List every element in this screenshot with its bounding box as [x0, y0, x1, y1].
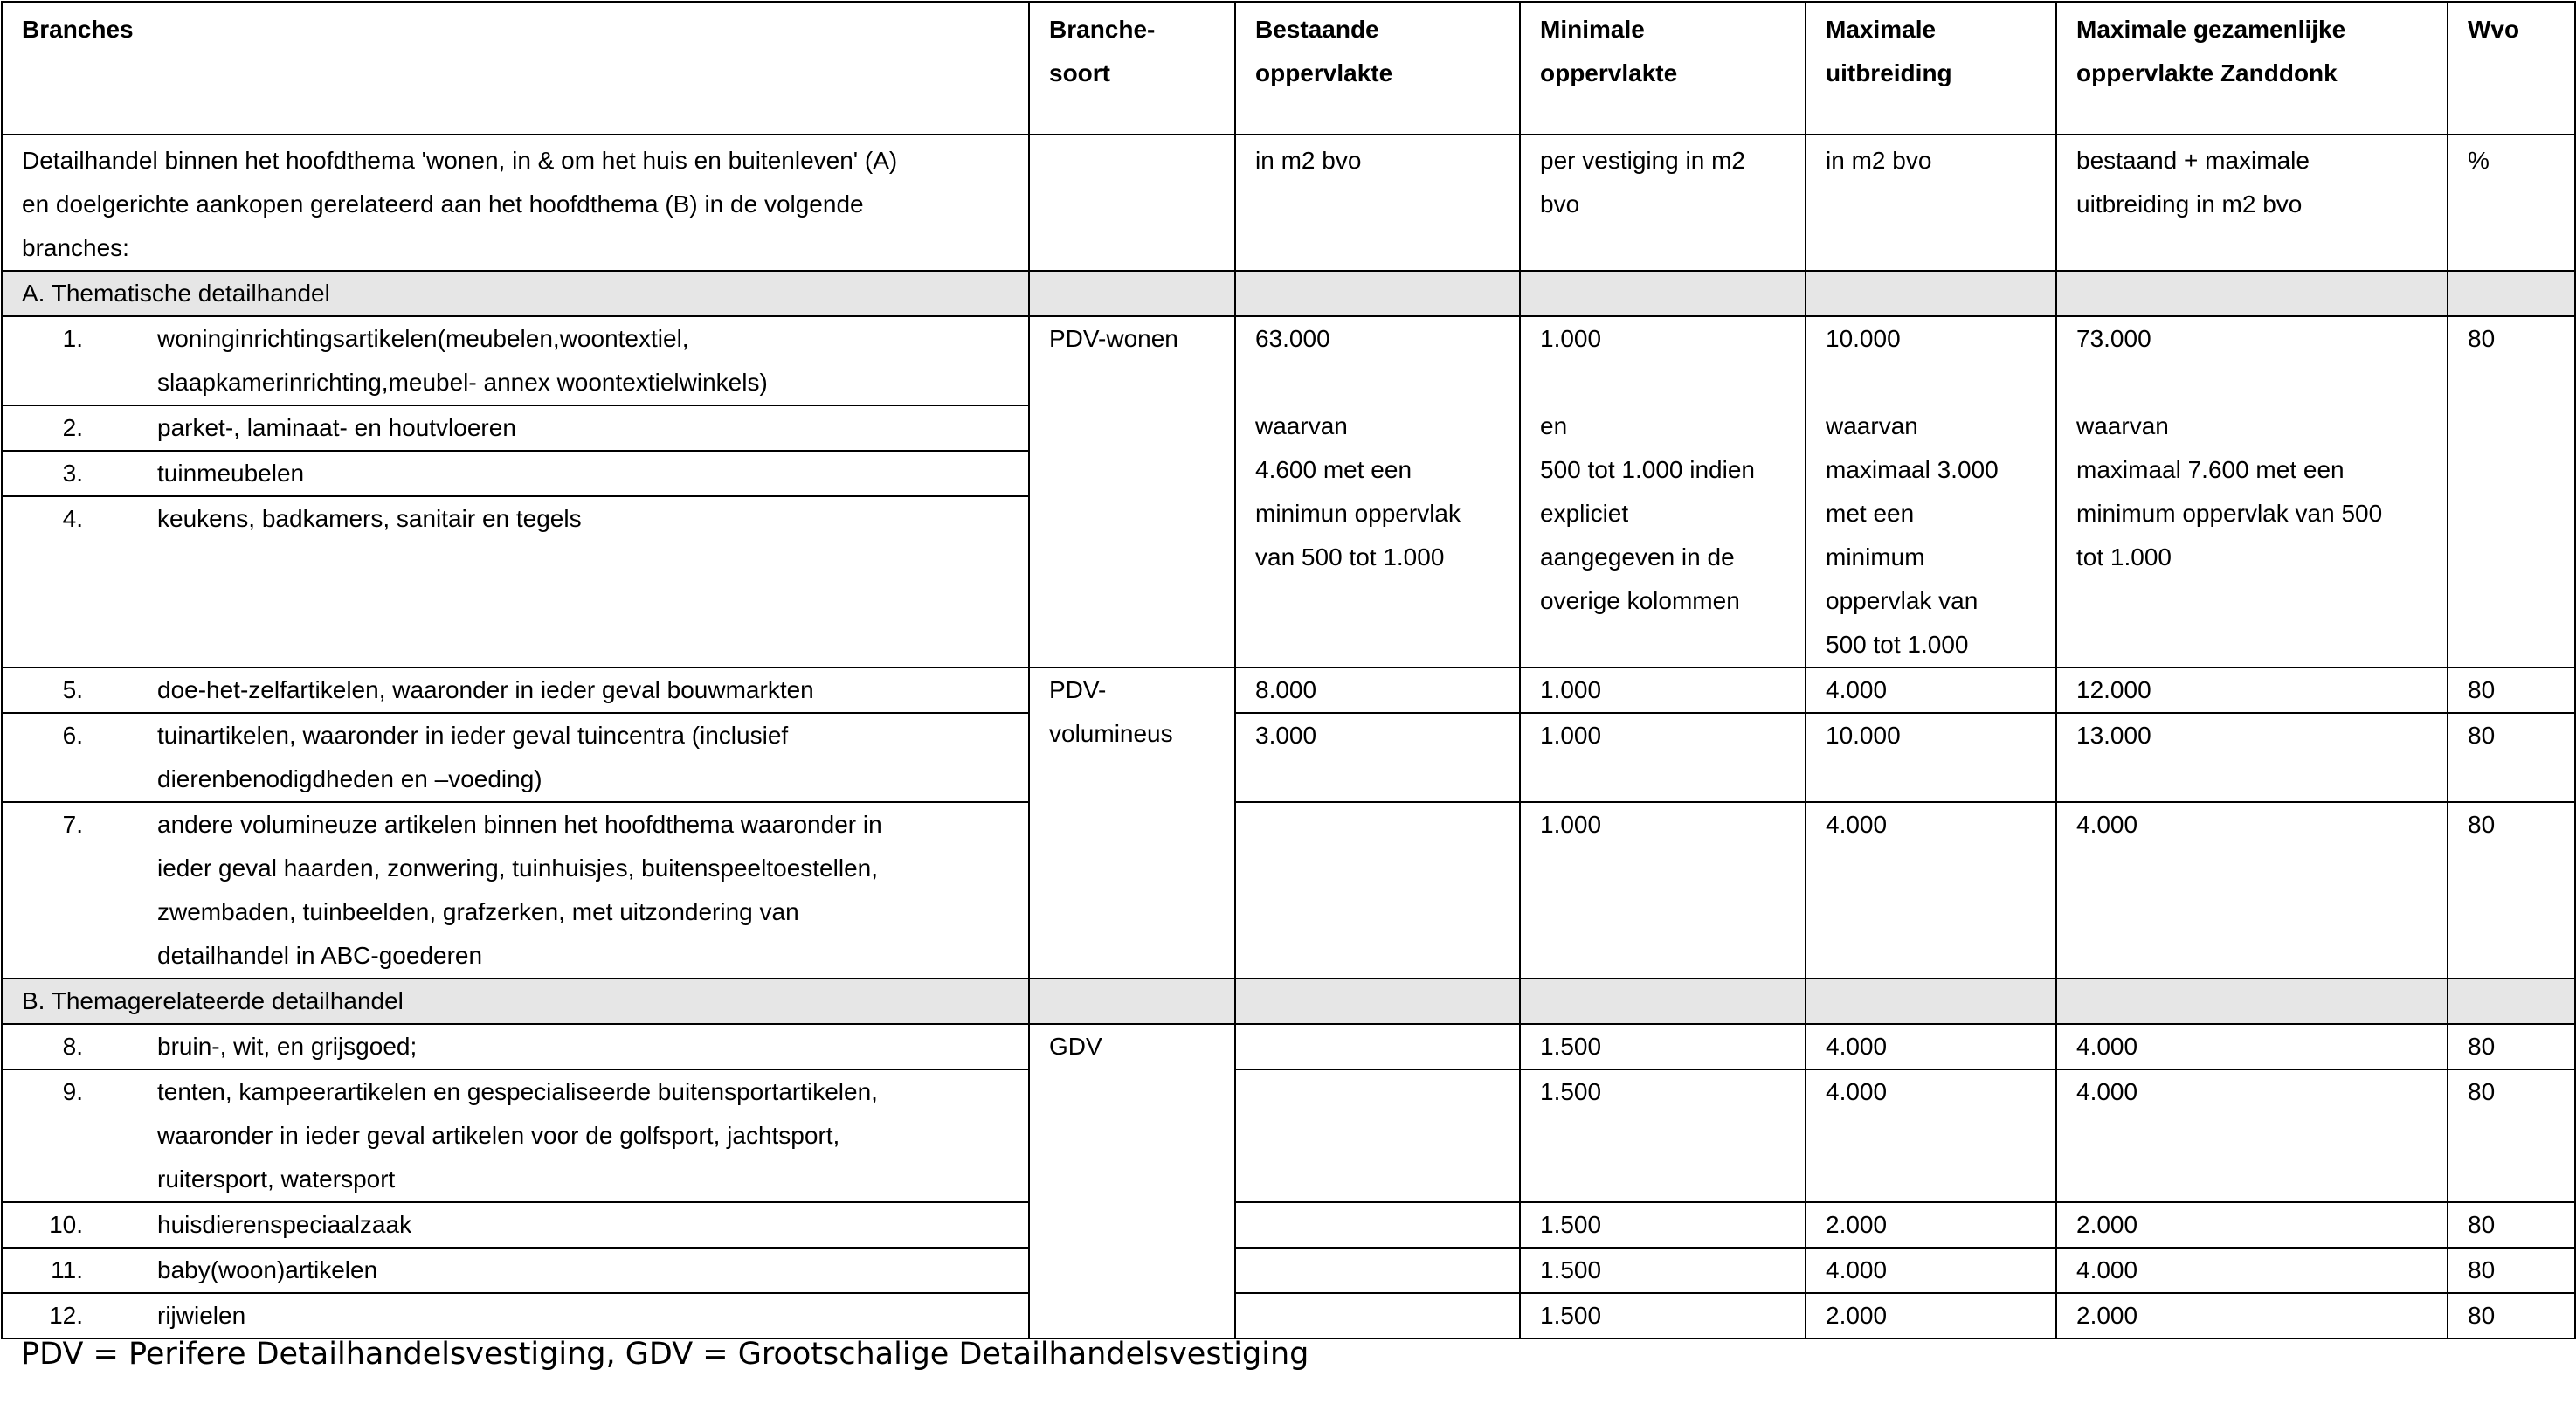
wvo-10: 80 — [2448, 1202, 2575, 1248]
maximaal-7: 4.000 — [1806, 802, 2056, 979]
table-row-8 — [2, 1024, 2575, 1069]
minimaal-8: 1.500 — [1520, 1024, 1806, 1069]
units-gezamenlijk: bestaand + maximale uitbreiding in m2 bvo — [2056, 135, 2448, 271]
bestaand-group1: 63.000 waarvan 4.600 met een minimun oppervlak van 500 tot 1.000 — [1235, 316, 1520, 667]
gezamenlijk-5: 12.000 — [2056, 667, 2448, 713]
item-7: 7. andere volumineuze artikelen binnen het hoofdthema waaronder in ieder geval haarden, zonwering, tuinhuisjes, buitenspeeltoestellen, zwembaden, tuinbeelden, grafzerken, met uitzondering van detailhandel in ABC-goederen — [2, 802, 1029, 979]
item-9: 9. tenten, kampeerartikelen en gespecialiseerde buitensportartikelen, waaronder in ieder geval artikelen voor de golfsport, jachtsport, ruitersport, watersport — [2, 1069, 1029, 1202]
table-row-10 — [2, 1202, 2575, 1248]
item-8: 8. bruin-, wit, en grijsgoed; — [2, 1024, 1029, 1069]
item-4: 4. keukens, badkamers, sanitair en tegels — [2, 496, 1029, 667]
gezamenlijk-9: 4.000 — [2056, 1069, 2448, 1202]
item-2: 2. parket-, laminaat- en houtvloeren — [2, 405, 1029, 451]
maximaal-12: 2.000 — [1806, 1293, 2056, 1338]
minimaal-10: 1.500 — [1520, 1202, 1806, 1248]
wvo-8: 80 — [2448, 1024, 2575, 1069]
header-row — [2, 2, 2575, 135]
table-row-12 — [2, 1293, 2575, 1338]
maximaal-5: 4.000 — [1806, 667, 2056, 713]
table-row-9 — [2, 1069, 2575, 1202]
minimaal-6: 1.000 — [1520, 713, 1806, 802]
item-12: 12. rijwielen — [2, 1293, 1029, 1338]
bestaand-11 — [1235, 1248, 1520, 1293]
bestaand-10 — [1235, 1202, 1520, 1248]
wvo-12: 80 — [2448, 1293, 2575, 1338]
item-3: 3. tuinmeubelen — [2, 451, 1029, 496]
maximaal-group1: 10.000 waarvan maximaal 3.000 met een minimum oppervlak van 500 tot 1.000 — [1806, 316, 2056, 667]
table-row-1 — [2, 316, 2575, 405]
gezamenlijk-6: 13.000 — [2056, 713, 2448, 802]
item-1: 1. woninginrichtingsartikelen(meubelen,woontextiel, slaapkamerinrichting,meubel- annex woontextielwinkels) — [2, 316, 1029, 405]
table-row-6 — [2, 713, 2575, 802]
minimaal-7: 1.000 — [1520, 802, 1806, 979]
minimaal-11: 1.500 — [1520, 1248, 1806, 1293]
item-5: 5. doe-het-zelfartikelen, waaronder in ieder geval bouwmarkten — [2, 667, 1029, 713]
section-a-label: A. Thematische detailhandel — [2, 271, 1029, 316]
units-minimaal: per vestiging in m2 bvo — [1520, 135, 1806, 271]
gezamenlijk-12: 2.000 — [2056, 1293, 2448, 1338]
minimaal-9: 1.500 — [1520, 1069, 1806, 1202]
col-header-gezamenlijk: Maximale gezamenlijke oppervlakte Zanddonk — [2056, 2, 2448, 135]
item-10: 10. huisdierenspeciaalzaak — [2, 1202, 1029, 1248]
maximaal-8: 4.000 — [1806, 1024, 2056, 1069]
maximaal-6: 10.000 — [1806, 713, 2056, 802]
bestaand-6: 3.000 — [1235, 713, 1520, 802]
units-row — [2, 135, 2575, 271]
col-header-branches: Branches — [2, 2, 1029, 135]
maximaal-9: 4.000 — [1806, 1069, 2056, 1202]
gezamenlijk-7: 4.000 — [2056, 802, 2448, 979]
units-wvo: % — [2448, 135, 2575, 271]
soort-pdv-volumineus: PDV- volumineus — [1029, 667, 1235, 979]
gezamenlijk-11: 4.000 — [2056, 1248, 2448, 1293]
gezamenlijk-8: 4.000 — [2056, 1024, 2448, 1069]
units-branches: Detailhandel binnen het hoofdthema 'wonen, in & om het huis en buitenleven' (A) en doelgerichte aankopen gerelateerd aan het hoofdthema (B) in de volgende branches: — [2, 135, 1029, 271]
section-a-row — [2, 271, 2575, 316]
minimaal-5: 1.000 — [1520, 667, 1806, 713]
maximaal-11: 4.000 — [1806, 1248, 2056, 1293]
item-11: 11. baby(woon)artikelen — [2, 1248, 1029, 1293]
table-row-7 — [2, 802, 2575, 979]
gezamenlijk-10: 2.000 — [2056, 1202, 2448, 1248]
bestaand-12 — [1235, 1293, 1520, 1338]
branches-table — [1, 1, 2576, 1339]
wvo-5: 80 — [2448, 667, 2575, 713]
table-row-11 — [2, 1248, 2575, 1293]
gezamenlijk-group1: 73.000 waarvan maximaal 7.600 met een minimum oppervlak van 500 tot 1.000 — [2056, 316, 2448, 667]
section-b-label: B. Themagerelateerde detailhandel — [2, 979, 1029, 1024]
bestaand-5: 8.000 — [1235, 667, 1520, 713]
col-header-wvo: Wvo — [2448, 2, 2575, 135]
bestaand-8 — [1235, 1024, 1520, 1069]
col-header-maximaal: Maximale uitbreiding — [1806, 2, 2056, 135]
col-header-bestaand: Bestaande oppervlakte — [1235, 2, 1520, 135]
col-header-minimaal: Minimale oppervlakte — [1520, 2, 1806, 135]
footnote: PDV = Perifere Detailhandelsvestiging, GDV = Grootschalige Detailhandelsvestiging — [21, 1337, 1309, 1372]
units-soort — [1029, 135, 1235, 271]
soort-pdv-wonen: PDV-wonen — [1029, 316, 1235, 667]
maximaal-10: 2.000 — [1806, 1202, 2056, 1248]
soort-gdv: GDV — [1029, 1024, 1235, 1338]
minimaal-12: 1.500 — [1520, 1293, 1806, 1338]
item-6: 6. tuinartikelen, waaronder in ieder geval tuincentra (inclusief dierenbenodigdheden en –voeding) — [2, 713, 1029, 802]
wvo-group1: 80 — [2448, 316, 2575, 667]
wvo-9: 80 — [2448, 1069, 2575, 1202]
bestaand-9 — [1235, 1069, 1520, 1202]
units-maximaal: in m2 bvo — [1806, 135, 2056, 271]
wvo-6: 80 — [2448, 713, 2575, 802]
section-b-row — [2, 979, 2575, 1024]
wvo-11: 80 — [2448, 1248, 2575, 1293]
units-bestaand: in m2 bvo — [1235, 135, 1520, 271]
table-row-5 — [2, 667, 2575, 713]
wvo-7: 80 — [2448, 802, 2575, 979]
minimaal-group1: 1.000 en 500 tot 1.000 indien expliciet aangegeven in de overige kolommen — [1520, 316, 1806, 667]
col-header-branchesoort: Branche- soort — [1029, 2, 1235, 135]
bestaand-7 — [1235, 802, 1520, 979]
